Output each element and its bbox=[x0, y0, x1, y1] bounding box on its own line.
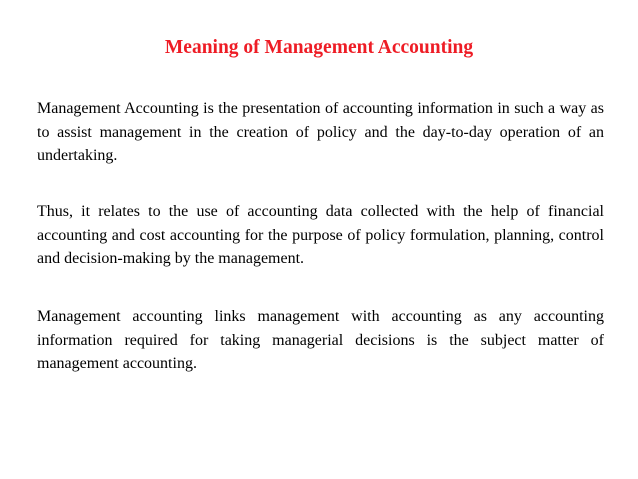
paragraph-relation: Thus, it relates to the use of accounting data collected with the help of financial accounting and cost accounting for the purpose of policy formulation, planning, control and decision-making by the management. bbox=[37, 203, 604, 267]
slide-title: Meaning of Management Accounting bbox=[164, 37, 474, 58]
paragraph-links: Management accounting links management with accounting as any accounting information required for taking managerial decisions is the subject matter of management accounting. bbox=[37, 308, 604, 372]
paragraph-definition: Management Accounting is the presentation of accounting information in such a way as to assist management in the creation of policy and the day-to-day operation of an undertaking. bbox=[37, 100, 604, 164]
